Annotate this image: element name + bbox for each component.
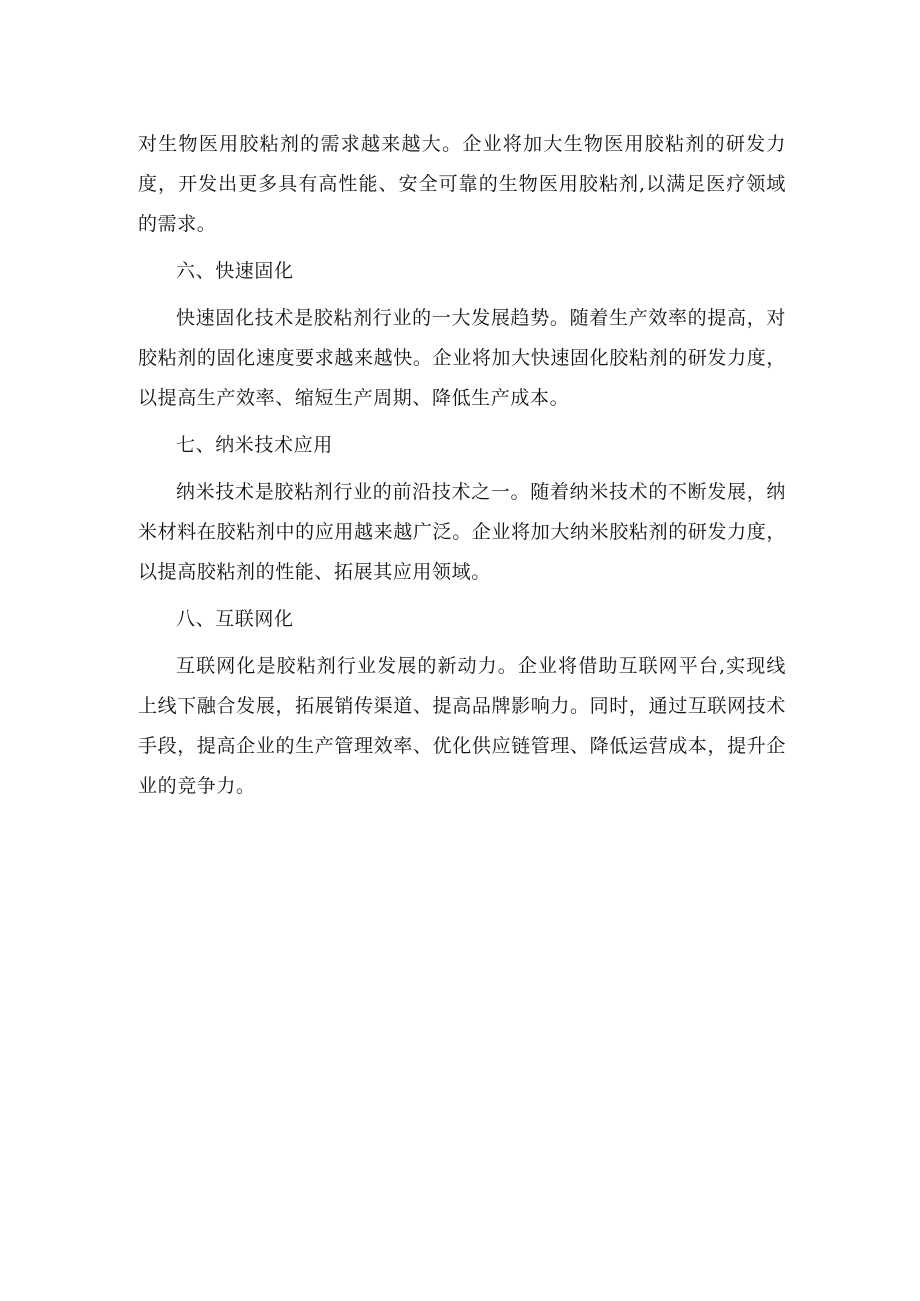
paragraph-continuation: 对生物医用胶粘剂的需求越来越大。企业将加大生物医用胶粘剂的研发力度，开发出更多具有高性能、安全可靠的生物医用胶粘剂,以满足医疗领域的需求。 xyxy=(138,133,786,235)
paragraph-internet: 互联网化是胶粘剂行业发展的新动力。企业将借助互联网平台,实现线上线下融合发展，拓展销传渠道、提高品牌影响力。同时，通过互联网技术手段，提高企业的生产管理效率、优化供应链管理、降低运营成本，提升企业的竞争力。 xyxy=(138,655,786,797)
paragraph-nanotech: 纳米技术是胶粘剂行业的前沿技术之一。随着纳米技术的不断发展，纳米材料在胶粘剂中的应用越来越广泛。企业将加大纳米胶粘剂的研发力度，以提高胶粘剂的性能、拓展其应用领域。 xyxy=(138,481,786,583)
section-heading-6: 六、快速固化 xyxy=(176,260,294,282)
document-body xyxy=(138,124,786,813)
section-heading-7: 七、纳米技术应用 xyxy=(176,434,333,456)
section-heading-8: 八、互联网化 xyxy=(176,608,294,630)
paragraph-fast-curing: 快速固化技术是胶粘剂行业的一大发展趋势。随着生产效率的提高，对胶粘剂的固化速度要求越来越快。企业将加大快速固化胶粘剂的研发力度，以提高生产效率、缩短生产周期、降低生产成本。 xyxy=(138,307,786,409)
